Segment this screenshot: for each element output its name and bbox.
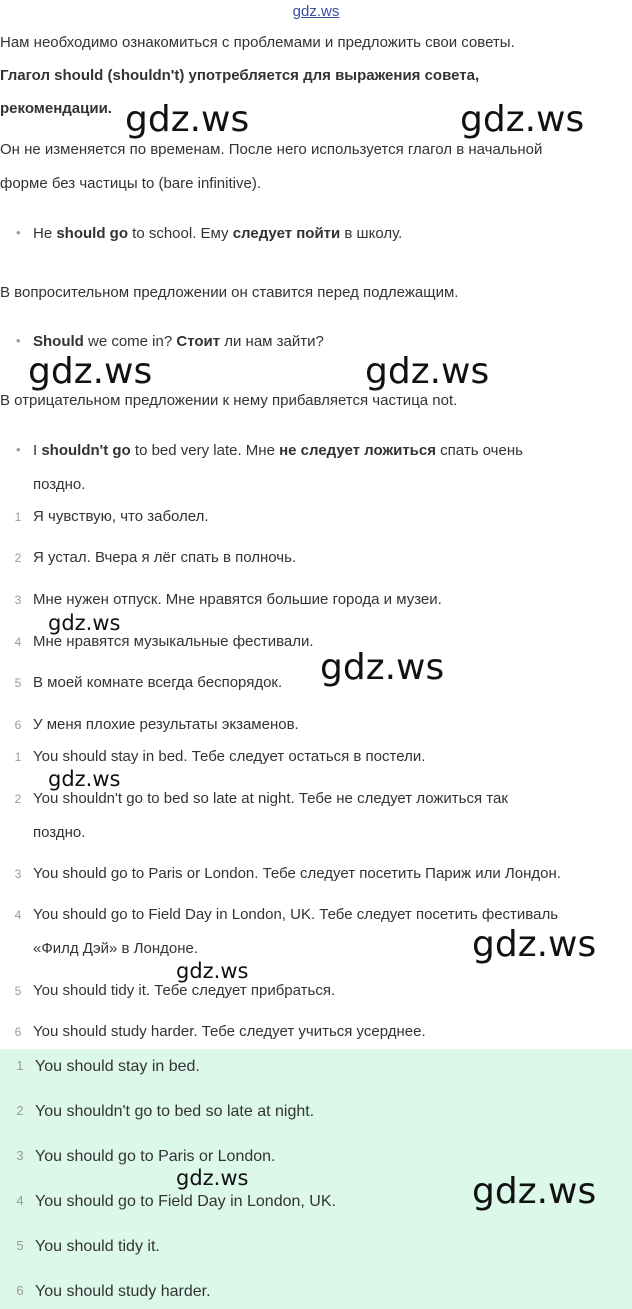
advice-item: You shouldn't go to bed so late at night. Тебе не следует ложиться так <box>33 790 508 807</box>
list-number: 5 <box>16 1238 24 1253</box>
advice-item: You should stay in bed. Тебе следует остаться в постели. <box>33 748 426 765</box>
problem-item: Мне нужен отпуск. Мне нравятся большие города и музеи. <box>33 591 442 608</box>
problem-item: В моей комнате всегда беспорядок. <box>33 674 283 691</box>
list-number: 3 <box>14 593 22 607</box>
rule-heading: Глагол should (shouldn't) употребляется для выражения совета, <box>0 67 480 84</box>
example-text: I <box>33 442 42 459</box>
list-number: 3 <box>16 1148 24 1163</box>
watermark: gdz.ws <box>28 351 153 392</box>
list-number: 6 <box>16 1283 24 1298</box>
answer-item: You should tidy it. <box>35 1238 160 1255</box>
advice-item: You should go to Field Day in London, UK. Тебе следует посетить фестиваль <box>33 906 559 923</box>
list-number: 1 <box>14 510 22 524</box>
list-number: 2 <box>14 551 22 565</box>
example-text: to school. Ему <box>128 225 233 242</box>
advice-item: You should study harder. Тебе следует учиться усерднее. <box>33 1023 426 1040</box>
list-number: 6 <box>14 718 22 732</box>
answer-item: You should go to Field Day in London, UK. <box>35 1193 336 1210</box>
example-bold: не следует ложиться <box>279 442 437 459</box>
problem-item: Я устал. Вчера я лёг спать в полночь. <box>33 549 297 566</box>
problem-item: Мне нравятся музыкальные фестивали. <box>33 633 314 650</box>
list-number: 4 <box>14 635 22 649</box>
list-number: 1 <box>14 750 22 764</box>
example-text: Не <box>33 225 57 242</box>
list-number: 4 <box>14 908 22 922</box>
list-number: 5 <box>14 984 22 998</box>
example-bold: should go <box>56 225 128 242</box>
answer-item: You should go to Paris or London. <box>35 1148 276 1165</box>
watermark: gdz.ws <box>320 647 445 688</box>
intro-text: Нам необходимо ознакомиться с проблемами и предложить свои советы. <box>0 34 515 51</box>
example-item-cont: поздно. <box>33 476 86 493</box>
problem-item: У меня плохие результаты экзаменов. <box>33 716 299 733</box>
list-number: 3 <box>14 867 22 881</box>
watermark: gdz.ws <box>48 767 121 791</box>
list-number: 2 <box>14 792 22 806</box>
answer-item: You should study harder. <box>35 1283 211 1300</box>
watermark: gdz.ws <box>472 924 597 965</box>
bullet-icon: • <box>16 442 21 457</box>
list-number: 6 <box>14 1025 22 1039</box>
list-number: 5 <box>14 676 22 690</box>
list-number: 1 <box>16 1058 24 1073</box>
example-text: спать очень <box>436 442 523 459</box>
watermark: gdz.ws <box>176 1166 249 1190</box>
rule-text-cont: форме без частицы to (bare infinitive). <box>0 175 261 192</box>
example-item <box>33 441 523 461</box>
watermark: gdz.ws <box>48 611 121 635</box>
bullet-icon: • <box>16 225 21 240</box>
watermark: gdz.ws <box>472 1171 597 1212</box>
advice-item: You should tidy it. Тебе следует прибраться. <box>33 982 336 999</box>
rule-heading-cont: рекомендации. <box>0 100 112 117</box>
answer-item: You should stay in bed. <box>35 1058 200 1075</box>
advice-item-cont: поздно. <box>33 824 86 841</box>
example-text: we come in? <box>83 333 177 350</box>
list-number: 2 <box>16 1103 24 1118</box>
question-rule: В вопросительном предложении он ставится перед подлежащим. <box>0 284 459 301</box>
example-item <box>33 224 402 244</box>
list-number: 4 <box>16 1193 24 1208</box>
watermark: gdz.ws <box>365 351 490 392</box>
watermark: gdz.ws <box>176 959 249 983</box>
rule-text: Он не изменяется по временам. После него используется глагол в начальной <box>0 141 543 158</box>
advice-item-cont: «Филд Дэй» в Лондоне. <box>33 940 198 957</box>
example-text: ли нам зайти? <box>220 333 324 350</box>
example-text: to bed very late. Мне <box>130 442 280 459</box>
bullet-icon: • <box>16 333 21 348</box>
watermark: gdz.ws <box>125 99 250 140</box>
answer-item: You shouldn't go to bed so late at night. <box>35 1103 315 1120</box>
example-bold: shouldn't go <box>41 442 131 459</box>
example-text: в школу. <box>340 225 403 242</box>
example-bold: следует пойти <box>232 225 341 242</box>
advice-item: You should go to Paris or London. Тебе следует посетить Париж или Лондон. <box>33 865 561 882</box>
watermark: gdz.ws <box>460 99 585 140</box>
problem-item: Я чувствую, что заболел. <box>33 508 209 525</box>
example-bold: Стоит <box>176 333 221 350</box>
negative-rule: В отрицательном предложении к нему прибавляется частица not. <box>0 392 458 409</box>
site-link[interactable]: gdz.ws <box>292 3 340 20</box>
example-bold: Should <box>33 333 84 350</box>
example-item <box>33 332 324 352</box>
